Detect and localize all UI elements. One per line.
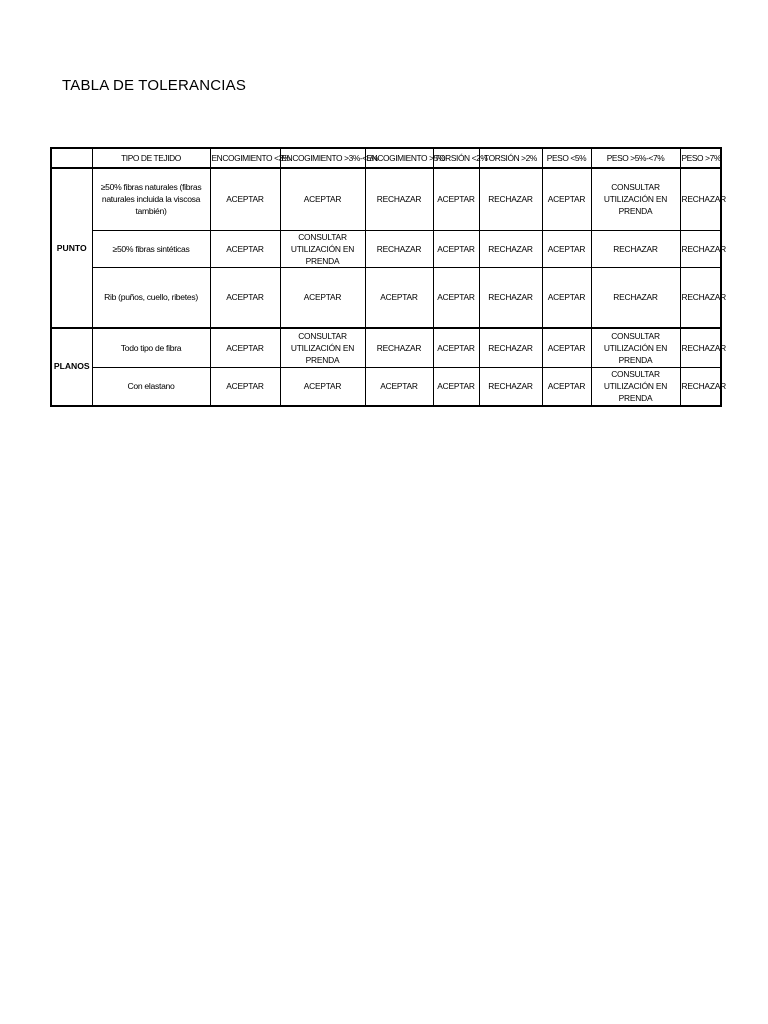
value-cell: ACEPTAR (280, 268, 365, 328)
value-cell: ACEPTAR (542, 230, 591, 268)
value-cell: CONSULTAR UTILIZACIÓN EN PRENDA (591, 328, 680, 368)
value-cell: ACEPTAR (210, 328, 280, 368)
value-cell: ACEPTAR (365, 368, 433, 406)
value-cell: RECHAZAR (365, 328, 433, 368)
table-row (51, 168, 721, 230)
fabric-type-cell: Todo tipo de fibra (92, 328, 210, 368)
header-weight-gt7: PESO >7% (680, 148, 721, 168)
value-cell: ACEPTAR (433, 168, 479, 230)
value-cell: RECHAZAR (365, 230, 433, 268)
value-cell: ACEPTAR (542, 368, 591, 406)
value-cell: CONSULTAR UTILIZACIÓN EN PRENDA (280, 328, 365, 368)
value-cell: RECHAZAR (479, 328, 542, 368)
table-row (51, 268, 721, 328)
value-cell: ACEPTAR (280, 368, 365, 406)
value-cell: RECHAZAR (680, 368, 721, 406)
value-cell: CONSULTAR UTILIZACIÓN EN PRENDA (280, 230, 365, 268)
value-cell: RECHAZAR (479, 168, 542, 230)
table-row (51, 368, 721, 406)
header-group-cell (51, 148, 92, 168)
table-row (51, 230, 721, 268)
header-fabric-type: TIPO DE TEJIDO (92, 148, 210, 168)
value-cell: RECHAZAR (479, 268, 542, 328)
fabric-type-cell: ≥50% fibras naturales (fibras naturales incluida la viscosa también) (92, 168, 210, 230)
value-cell: RECHAZAR (365, 168, 433, 230)
fabric-type-cell: Con elastano (92, 368, 210, 406)
header-weight-5-7: PESO >5%-<7% (591, 148, 680, 168)
table-header-row (51, 148, 721, 168)
value-cell: RECHAZAR (591, 230, 680, 268)
value-cell: ACEPTAR (365, 268, 433, 328)
value-cell: RECHAZAR (479, 368, 542, 406)
header-torsion-gt2: TORSIÓN >2% (479, 148, 542, 168)
value-cell: ACEPTAR (542, 168, 591, 230)
header-torsion-lt2: TORSIÓN <2% (433, 148, 479, 168)
value-cell: CONSULTAR UTILIZACIÓN EN PRENDA (591, 168, 680, 230)
value-cell: ACEPTAR (433, 230, 479, 268)
group-label-punto: PUNTO (51, 168, 92, 328)
value-cell: ACEPTAR (210, 368, 280, 406)
fabric-type-cell: Rib (puños, cuello, ribetes) (92, 268, 210, 328)
header-weight-lt5: PESO <5% (542, 148, 591, 168)
value-cell: RECHAZAR (680, 168, 721, 230)
value-cell: ACEPTAR (210, 268, 280, 328)
value-cell: ACEPTAR (433, 328, 479, 368)
header-shrinkage-3-5: ENCOGIMIENTO >3%-<5% (280, 148, 365, 168)
value-cell: RECHAZAR (680, 328, 721, 368)
value-cell: ACEPTAR (210, 230, 280, 268)
value-cell: ACEPTAR (433, 268, 479, 328)
fabric-type-cell: ≥50% fibras sintéticas (92, 230, 210, 268)
value-cell: RECHAZAR (479, 230, 542, 268)
value-cell: ACEPTAR (210, 168, 280, 230)
value-cell: ACEPTAR (542, 328, 591, 368)
value-cell: RECHAZAR (680, 268, 721, 328)
value-cell: ACEPTAR (280, 168, 365, 230)
header-shrinkage-lt3: ENCOGIMIENTO <3% (210, 148, 280, 168)
group-label-planos: PLANOS (51, 328, 92, 406)
value-cell: ACEPTAR (433, 368, 479, 406)
value-cell: CONSULTAR UTILIZACIÓN EN PRENDA (591, 368, 680, 406)
value-cell: RECHAZAR (680, 230, 721, 268)
value-cell: RECHAZAR (591, 268, 680, 328)
document-title: TABLA DE TOLERANCIAS (62, 77, 247, 94)
value-cell: ACEPTAR (542, 268, 591, 328)
table-row (51, 328, 721, 368)
header-shrinkage-gt5: ENCOGIMIENTO >5% (365, 148, 433, 168)
tolerance-table (50, 147, 726, 407)
